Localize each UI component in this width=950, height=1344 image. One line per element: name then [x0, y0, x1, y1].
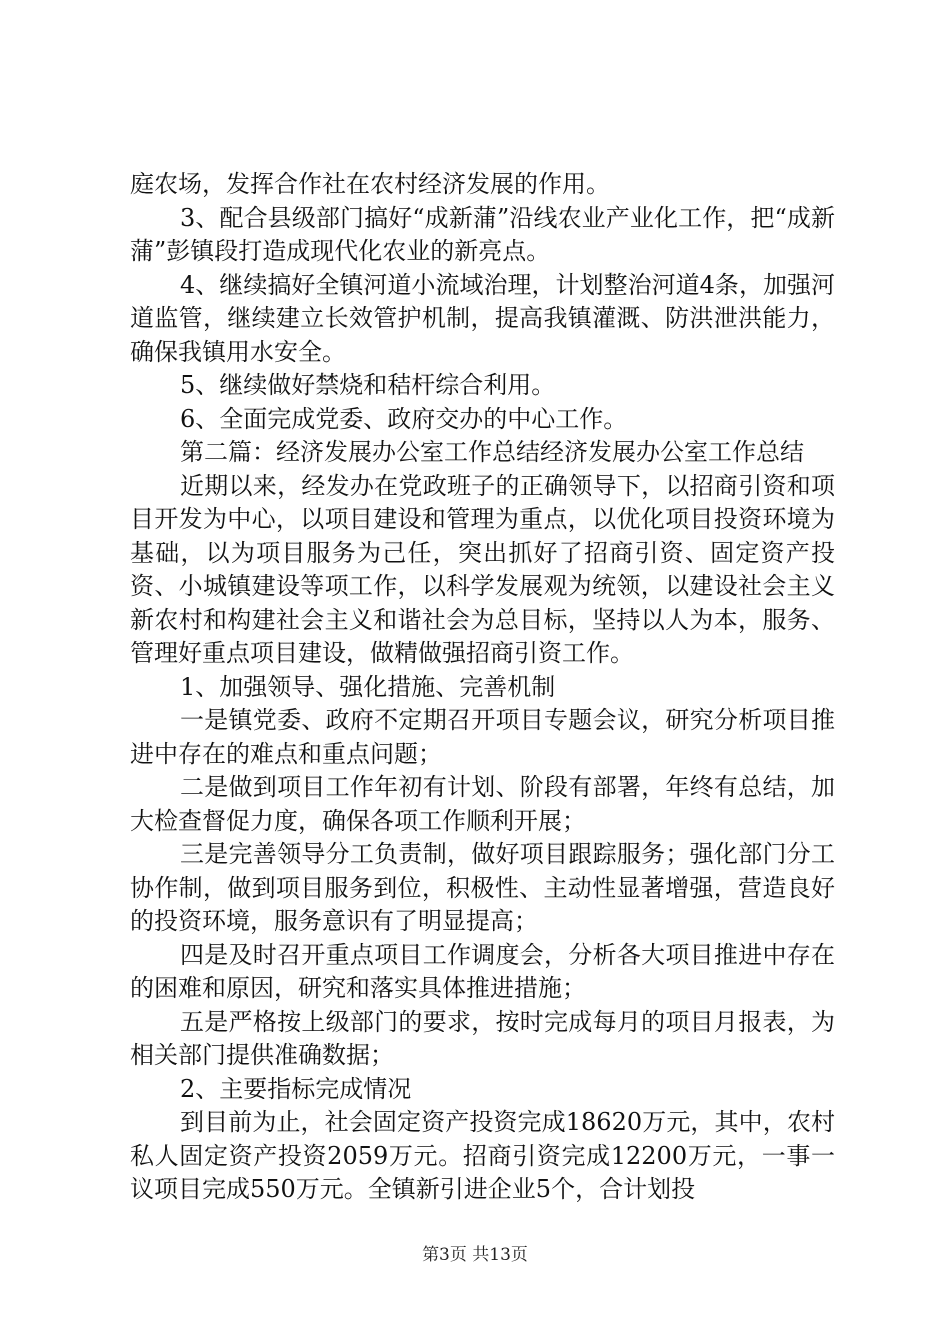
paragraph: 庭农场，发挥合作社在农村经济发展的作用。 [130, 170, 610, 198]
paragraph: 五是严格按上级部门的要求，按时完成每月的项目月报表，为相关部门提供准确数据； [130, 1007, 835, 1069]
paragraph: 3、配合县级部门搞好“成新蒲”沿线农业产业化工作，把“成新蒲”彭镇段打造成现代化农业的新亮点。 [130, 203, 835, 265]
section-heading: 第二篇：经济发展办公室工作总结经济发展办公室工作总结 [180, 438, 804, 466]
paragraph: 一是镇党委、政府不定期召开项目专题会议，研究分析项目推进中存在的难点和重点问题； [130, 706, 835, 768]
paragraph: 到目前为止，社会固定资产投资完成18620万元，其中，农村私人固定资产投资2059万元。招商引资完成12200万元，一事一议项目完成550万元。全镇新引进企业5个，合计划投 [130, 1108, 835, 1203]
paragraph: 4、继续搞好全镇河道小流域治理，计划整治河道4条，加强河道监管，继续建立长效管护机制，提高我镇灌溉、防洪泄洪能力，确保我镇用水安全。 [130, 270, 835, 366]
paragraph: 5、继续做好禁烧和秸杆综合利用。 [180, 371, 556, 399]
paragraph: 近期以来，经发办在党政班子的正确领导下，以招商引资和项目开发为中心，以项目建设和管理为重点，以优化项目投资环境为基础，以为项目服务为己任，突出抓好了招商引资、固定资产投资、小城镇建设等项工作，以科学发展观为统领，以建设社会主义新农村和构建社会主义和谐社会为总目标，坚持以人为本，服务、管理好重点项目建设，做精做强招商引资工作。 [130, 471, 835, 667]
paragraph: 四是及时召开重点项目工作调度会，分析各大项目推进中存在的困难和原因，研究和落实具体推进措施； [130, 940, 835, 1002]
subsection-heading: 2、主要指标完成情况 [180, 1074, 412, 1103]
paragraph: 三是完善领导分工负责制，做好项目跟踪服务；强化部门分工协作制，做到项目服务到位，积极性、主动性显著增强，营造良好的投资环境，服务意识有了明显提高； [130, 840, 835, 935]
subsection-heading: 1、加强领导、强化措施、完善机制 [180, 672, 556, 701]
paragraph: 6、全面完成党委、政府交办的中心工作。 [180, 404, 628, 433]
page-footer: 第3页 共13页 [422, 1245, 528, 1265]
document-body [130, 168, 835, 1207]
paragraph: 二是做到项目工作年初有计划、阶段有部署，年终有总结，加大检查督促力度，确保各项工作顺利开展； [130, 773, 835, 835]
